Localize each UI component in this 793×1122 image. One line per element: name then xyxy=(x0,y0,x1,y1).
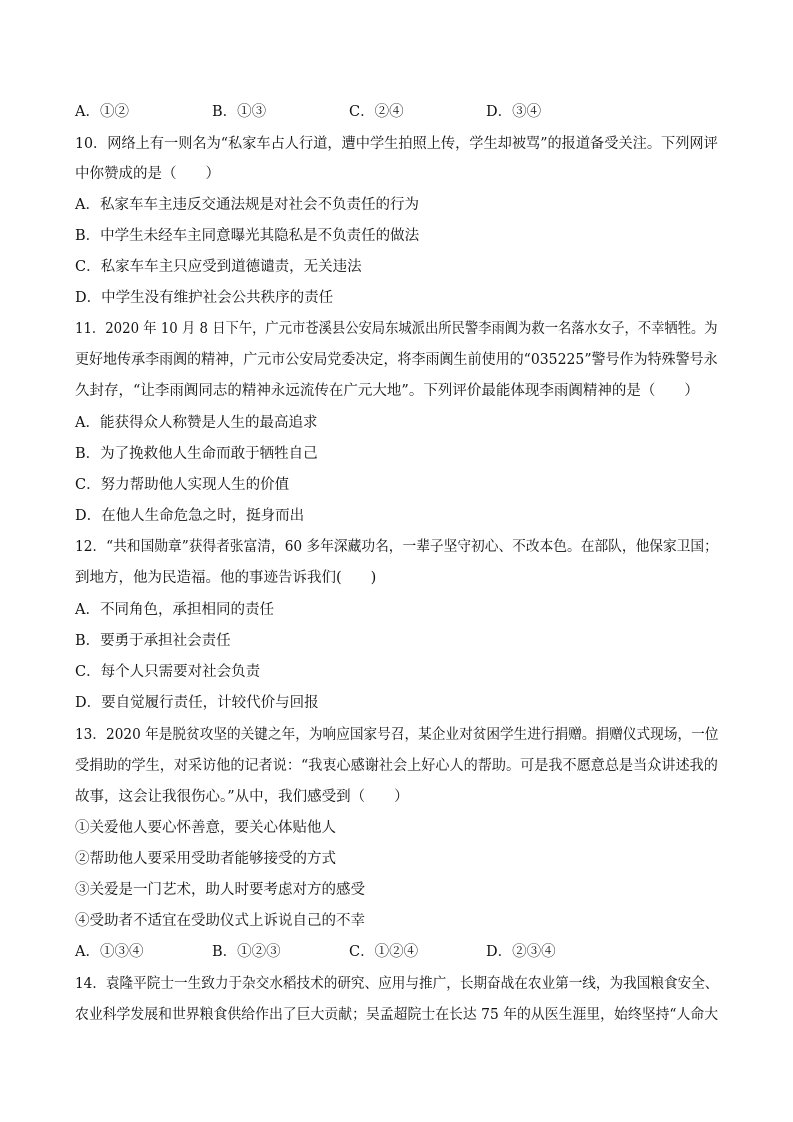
q13-option-b[interactable]: B．①②③ xyxy=(212,944,281,960)
q12-stem-line-2: 到地方，他为民造福。他的事迹告诉我们( ) xyxy=(75,570,377,586)
q13-option-c[interactable]: C．①②④ xyxy=(349,944,419,960)
q10-choice-b[interactable]: B．中学生未经车主同意曝光其隐私是不负责任的做法 xyxy=(75,228,420,244)
q11-stem-line-3: 久封存，“让李雨阗同志的精神永远流传在广元大地”。下列评价最能体现李雨阗精神的是（ ） xyxy=(75,383,699,399)
q9-option-d[interactable]: D．③④ xyxy=(486,104,542,120)
q13-item-4: ④受助者不适宜在受助仪式上诉说自己的不幸 xyxy=(75,913,365,929)
q11-choice-a[interactable]: A．能获得众人称赞是人生的最高追求 xyxy=(75,415,318,431)
q11-choice-c[interactable]: C．努力帮助他人实现人生的价值 xyxy=(75,477,290,493)
q13-option-d[interactable]: D．②③④ xyxy=(486,944,556,960)
q13-stem-line-3: 故事，这会让我很伤心。”从中，我们感受到（ ） xyxy=(75,789,409,805)
q9-option-c[interactable]: C．②④ xyxy=(349,104,404,120)
q10-choice-c[interactable]: C．私家车车主只应受到道德谴责，无关违法 xyxy=(75,259,362,275)
q11-choice-b[interactable]: B．为了挽救他人生命而敢于牺牲自己 xyxy=(75,446,318,462)
q13-item-1: ①关爱他人要心怀善意，要关心体贴他人 xyxy=(75,820,336,836)
q14-stem-line-2: 农业科学发展和世界粮食供给作出了巨大贡献；吴孟超院士在长达 75 年的从医生涯里，始终坚持“人命大 xyxy=(75,1007,719,1023)
q10-stem-line-1: 10．网络上有一则名为“私家车占人行道，遭中学生拍照上传，学生却被骂”的报道备受关注。下列网评 xyxy=(75,136,718,152)
q11-stem-line-1: 11．2020 年 10 月 8 日下午，广元市苍溪县公安局东城派出所民警李雨阗为救一名落水女子，不幸牺牲。为 xyxy=(75,321,718,337)
q10-choice-d[interactable]: D．中学生没有维护社会公共秩序的责任 xyxy=(75,290,334,306)
q12-choice-a[interactable]: A．不同角色，承担相同的责任 xyxy=(75,602,274,618)
q13-option-a[interactable]: A．①③④ xyxy=(75,944,144,960)
q9-option-b[interactable]: B．①③ xyxy=(212,104,267,120)
q10-stem-line-2: 中你赞成的是（ ） xyxy=(75,166,220,182)
q14-stem-line-1: 14．袁隆平院士一生致力于杂交水稻技术的研究、应用与推广，长期奋战在农业第一线，为我国粮食安全、 xyxy=(75,976,719,992)
q9-option-a[interactable]: A．①② xyxy=(75,104,129,120)
q11-stem-line-2: 更好地传承李雨阗的精神，广元市公安局党委决定，将李雨阗生前使用的“035225”警号作为特殊警号永 xyxy=(75,352,718,368)
q10-choice-a[interactable]: A．私家车车主违反交通法规是对社会不负责任的行为 xyxy=(75,197,419,213)
q12-choice-d[interactable]: D．要自觉履行责任，计较代价与回报 xyxy=(75,695,319,711)
q12-choice-c[interactable]: C．每个人只需要对社会负责 xyxy=(75,664,261,680)
q9-options xyxy=(75,102,623,122)
q12-choice-b[interactable]: B．要勇于承担社会责任 xyxy=(75,633,231,649)
q11-choice-d[interactable]: D．在他人生命危急之时，挺身而出 xyxy=(75,508,305,524)
q13-stem-line-2: 受捐助的学生，对采访他的记者说：“我衷心感谢社会上好心人的帮助。可是我不愿意总是当众讲述我的 xyxy=(75,758,718,774)
q12-stem-line-1: 12．“共和国勋章”获得者张富清，60 多年深藏功名，一辈子坚守初心、不改本色。在部队，他保家卫国； xyxy=(75,539,718,555)
q13-stem-line-1: 13．2020 年是脱贫攻坚的关键之年，为响应国家号召，某企业对贫困学生进行捐赠。捐赠仪式现场，一位 xyxy=(75,727,719,743)
q13-options xyxy=(75,942,623,962)
q13-item-3: ③关爱是一门艺术，助人时要考虑对方的感受 xyxy=(75,882,365,898)
q13-item-2: ②帮助他人要采用受助者能够接受的方式 xyxy=(75,851,336,867)
